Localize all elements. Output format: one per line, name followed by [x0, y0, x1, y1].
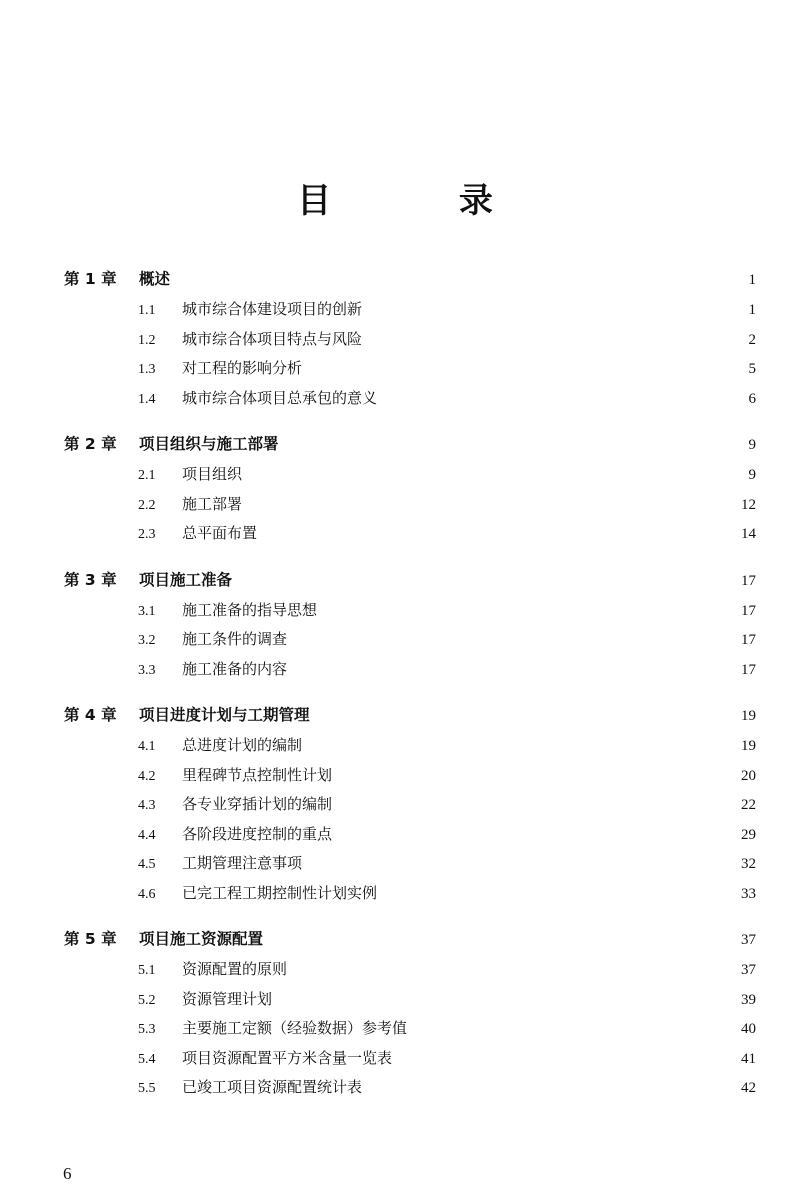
section-title: 主要施工定额（经验数据）参考值 [182, 1019, 408, 1037]
toc-section-entry[interactable] [64, 1017, 756, 1047]
dot-leader [273, 928, 734, 942]
dot-leader [312, 734, 734, 748]
dot-leader [372, 328, 734, 342]
dot-leader [417, 1017, 734, 1031]
section-page-number: 32 [741, 856, 756, 872]
dot-leader [242, 569, 734, 583]
toc-chapter-entry[interactable] [64, 927, 756, 958]
chapter-number: 第 3 章 [64, 570, 117, 589]
dot-leader [297, 628, 734, 642]
chapter-title: 项目施工准备 [139, 570, 233, 589]
section-page-number: 39 [741, 991, 756, 1008]
chapter-page-number: 1 [748, 272, 756, 288]
section-number: 5.2 [138, 992, 156, 1008]
section-title: 施工准备的指导思想 [182, 600, 318, 619]
section-page-number: 9 [748, 467, 756, 483]
toc-section-entry[interactable] [64, 734, 756, 764]
section-number: 4.2 [138, 768, 156, 784]
section-title: 各阶段进度控制的重点 [182, 824, 333, 843]
section-page-number: 17 [741, 632, 756, 648]
section-title: 资源配置的原则 [182, 960, 288, 978]
dot-leader [372, 1076, 734, 1090]
toc-section-entry[interactable] [64, 852, 756, 882]
toc-chapter [64, 432, 756, 552]
toc-section-entry[interactable] [64, 882, 756, 912]
section-title: 里程碑节点控制性计划 [182, 765, 333, 784]
dot-leader [252, 493, 734, 507]
toc-section-entry[interactable] [64, 658, 756, 688]
dot-leader [297, 958, 734, 972]
section-number: 4.5 [138, 857, 156, 872]
section-number: 4.3 [138, 798, 156, 813]
section-title: 项目资源配置平方米含量一览表 [182, 1048, 393, 1067]
section-number: 5.5 [138, 1081, 156, 1096]
toc-section-entry[interactable] [64, 328, 756, 358]
chapter-title: 概述 [139, 270, 171, 288]
section-page-number: 5 [748, 361, 756, 377]
chapter-number: 第 5 章 [64, 930, 117, 948]
section-page-number: 42 [741, 1080, 756, 1096]
section-page-number: 37 [741, 962, 756, 978]
dot-leader [320, 704, 734, 718]
section-page-number: 14 [741, 526, 756, 542]
toc-section-entry[interactable] [64, 1047, 756, 1077]
section-title: 各专业穿插计划的编制 [182, 795, 333, 813]
section-title: 已竣工项目资源配置统计表 [182, 1078, 363, 1096]
dot-leader [252, 463, 734, 477]
section-title: 工期管理注意事项 [182, 854, 303, 872]
toc-section-entry[interactable] [64, 628, 756, 658]
section-title: 项目组织 [182, 465, 243, 483]
toc-section-entry[interactable] [64, 764, 756, 794]
chapter-number: 第 2 章 [64, 435, 117, 453]
section-number: 3.3 [138, 662, 156, 678]
dot-leader [289, 433, 734, 447]
toc-section-entry[interactable] [64, 357, 756, 387]
section-page-number: 12 [741, 496, 756, 513]
section-number: 2.2 [138, 497, 156, 513]
toc-section-entry[interactable] [64, 599, 756, 629]
dot-leader [402, 1047, 734, 1061]
section-number: 2.3 [138, 527, 156, 542]
section-page-number: 1 [748, 302, 756, 318]
section-number: 5.1 [138, 963, 156, 978]
dot-leader [282, 988, 734, 1002]
toc-section-entry[interactable] [64, 823, 756, 853]
section-number: 2.1 [138, 468, 156, 483]
section-page-number: 40 [741, 1021, 756, 1037]
section-number: 1.2 [138, 332, 156, 348]
section-page-number: 20 [741, 767, 756, 784]
dot-leader [342, 823, 734, 837]
section-title: 资源管理计划 [182, 989, 273, 1008]
section-number: 4.1 [138, 739, 156, 754]
dot-leader [180, 268, 734, 282]
section-page-number: 17 [741, 602, 756, 619]
section-page-number: 22 [741, 797, 756, 813]
toc-section-entry[interactable] [64, 463, 756, 493]
section-page-number: 33 [741, 885, 756, 902]
chapter-title: 项目施工资源配置 [139, 930, 264, 948]
chapter-number: 第 4 章 [64, 706, 117, 724]
section-number: 4.4 [138, 827, 156, 843]
toc-chapter [64, 568, 756, 688]
section-number: 3.2 [138, 633, 156, 648]
dot-leader [387, 882, 734, 896]
toc-chapter [64, 927, 756, 1106]
toc-section-entry[interactable] [64, 793, 756, 823]
section-page-number: 6 [748, 390, 756, 407]
toc-chapter-entry[interactable] [64, 703, 756, 734]
section-page-number: 41 [741, 1050, 756, 1067]
section-number: 1.1 [138, 303, 156, 318]
section-title: 城市综合体项目总承包的意义 [182, 388, 378, 407]
section-title: 城市综合体建设项目的创新 [182, 300, 363, 318]
section-title: 施工条件的调查 [182, 630, 288, 648]
section-title: 施工准备的内容 [182, 659, 288, 678]
section-page-number: 2 [748, 331, 756, 348]
toc-section-entry[interactable] [64, 387, 756, 417]
toc-section-entry[interactable] [64, 958, 756, 988]
chapter-title: 项目组织与施工部署 [139, 435, 279, 453]
section-title: 施工部署 [182, 494, 243, 513]
section-title: 城市综合体项目特点与风险 [182, 329, 363, 348]
section-page-number: 17 [741, 661, 756, 678]
chapter-number: 第 1 章 [64, 270, 117, 288]
section-title: 总平面布置 [182, 524, 258, 542]
dot-leader [312, 852, 734, 866]
section-number: 5.3 [138, 1022, 156, 1037]
section-number: 5.4 [138, 1051, 156, 1067]
chapter-page-number: 17 [741, 572, 756, 589]
toc-section-entry[interactable] [64, 522, 756, 552]
toc-chapter [64, 703, 756, 911]
chapter-title: 项目进度计划与工期管理 [139, 706, 310, 724]
toc-section-entry[interactable] [64, 493, 756, 523]
toc-section-entry[interactable] [64, 988, 756, 1018]
dot-leader [342, 793, 734, 807]
table-of-contents [64, 267, 756, 1122]
toc-chapter-entry[interactable] [64, 267, 756, 298]
section-number: 3.1 [138, 603, 156, 619]
section-title: 总进度计划的编制 [182, 736, 303, 754]
toc-section-entry[interactable] [64, 298, 756, 328]
section-number: 1.4 [138, 391, 156, 407]
toc-chapter [64, 267, 756, 416]
dot-leader [342, 764, 734, 778]
dot-leader [387, 387, 734, 401]
section-page-number: 29 [741, 826, 756, 843]
toc-title: 目 录 [297, 181, 551, 221]
toc-section-entry[interactable] [64, 1076, 756, 1106]
page-folio: 6 [63, 1164, 72, 1183]
section-number: 4.6 [138, 886, 156, 902]
toc-chapter-entry[interactable] [64, 568, 756, 599]
dot-leader [267, 522, 734, 536]
dot-leader [297, 658, 734, 672]
chapter-page-number: 19 [741, 708, 756, 724]
section-title: 对工程的影响分析 [182, 359, 303, 377]
section-number: 1.3 [138, 362, 156, 377]
chapter-page-number: 37 [741, 932, 756, 948]
dot-leader [312, 357, 734, 371]
dot-leader [327, 599, 734, 613]
section-title: 已完工程工期控制性计划实例 [182, 883, 378, 902]
section-page-number: 19 [741, 738, 756, 754]
dot-leader [372, 298, 734, 312]
chapter-page-number: 9 [748, 437, 756, 453]
toc-chapter-entry[interactable] [64, 432, 756, 463]
